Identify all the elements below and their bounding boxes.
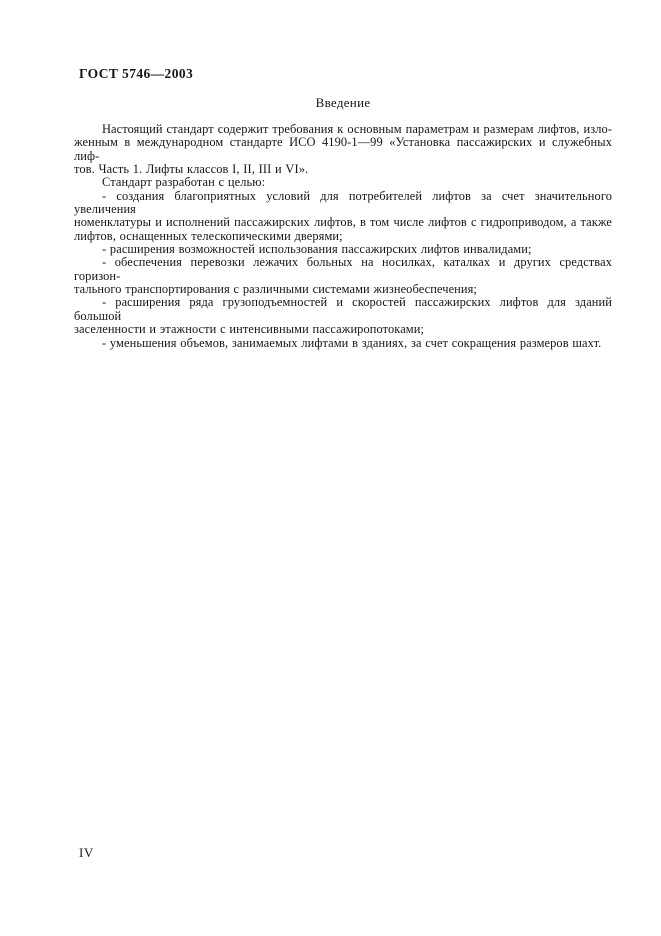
text-line: - обеспечения перевозки лежачих больных на носилках, каталках и других средствах горизон- [74,255,612,283]
text-line: - расширения ряда грузоподъемностей и скоростей пассажирских лифтов для зданий большой [74,295,612,323]
text-line: Стандарт разработан с целью: [102,175,266,190]
introduction-text [74,123,612,350]
text-line: женным в международном стандарте ИСО 4190-1—99 «Установка пассажирских и служебных лиф- [74,135,612,163]
text-line: - создания благоприятных условий для потребителей лифтов за счет значительного увеличения [74,188,612,217]
text-line: номенклатуры и исполнений пассажирских лифтов, в том числе лифтов с гидроприводом, а также [74,215,612,230]
text-line: тов. Часть 1. Лифты классов I, II, III и VI». [74,162,309,177]
text-line: лифтов, оснащенных телескопическими дверями; [74,228,343,243]
text-line: Настоящий стандарт содержит требования к основным параметрам и размерам лифтов, изло- [102,122,612,136]
text-line: - уменьшения объемов, занимаемых лифтами в зданиях, за счет сокращения размеров шахт. [102,335,602,350]
text-line: заселенности и этажности с интенсивными пассажиропотоками; [74,322,425,337]
text-line: - расширения возможностей использования пассажирских лифтов инвалидами; [102,242,532,257]
standard-code: ГОСТ 5746—2003 [79,66,194,81]
text-line: тального транспортирования с различными системами жизнеобеспечения; [74,282,477,297]
page-number: IV [79,845,94,860]
section-title: Введение [315,95,371,110]
